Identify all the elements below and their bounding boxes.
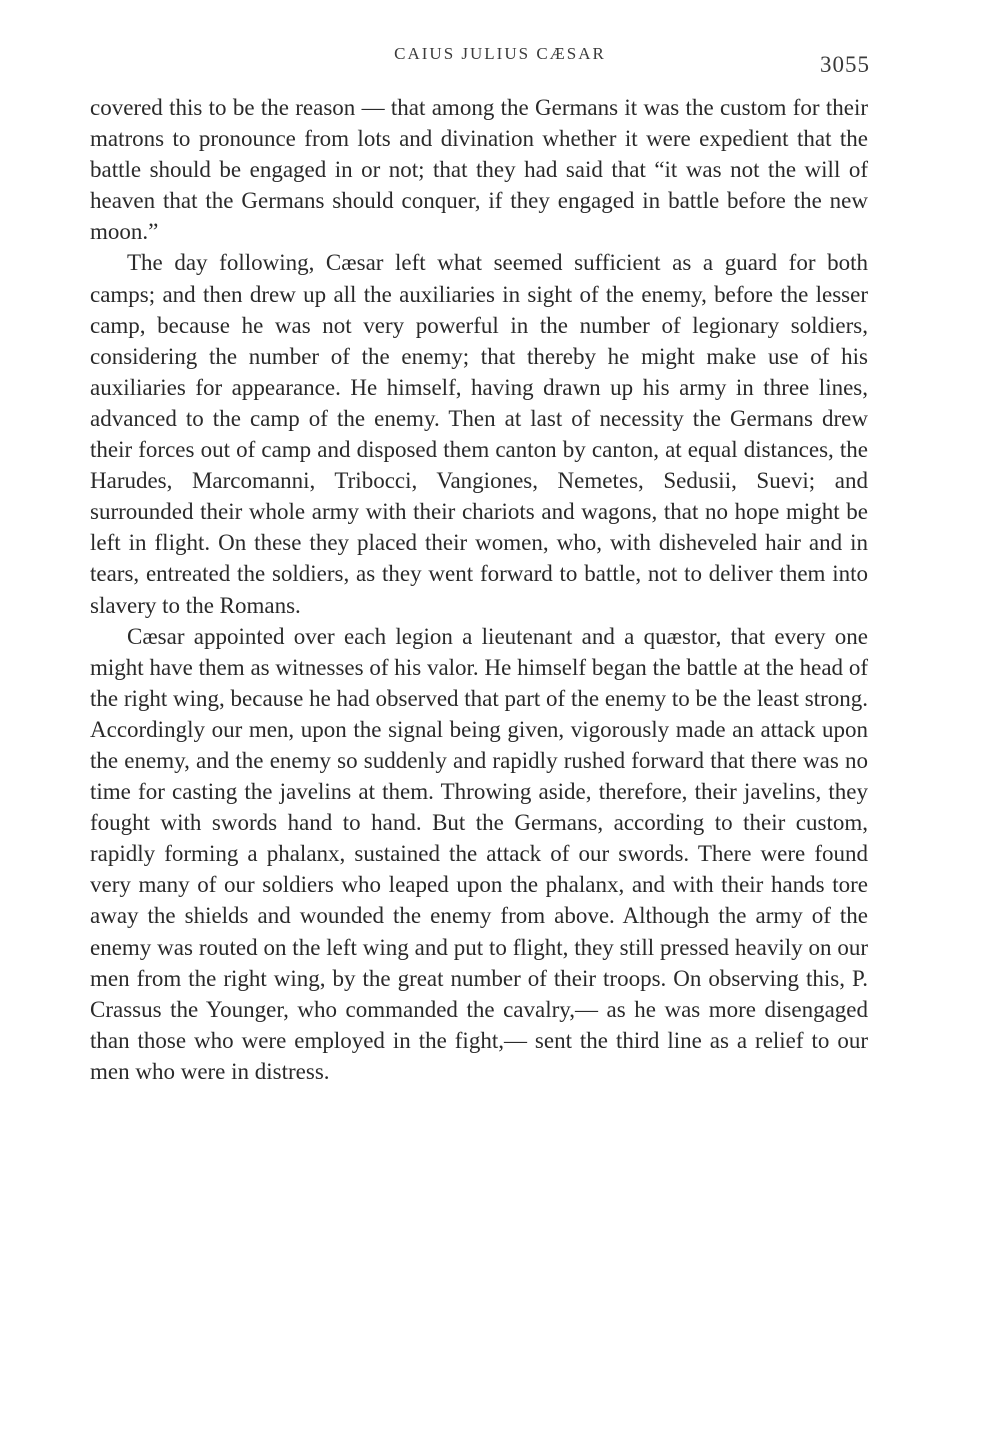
running-head: CAIUS JULIUS CÆSAR xyxy=(394,44,606,63)
paragraph-continued: covered this to be the reason — that among the Germans it was the custom for their matrons to pronounce from lots and divination whether it were expedient that the battle should be engaged in or not; that they had said that “it was not the will of heaven that the Germans should conquer, if they engaged in battle before the new moon.” xyxy=(90,95,868,245)
paragraph: Cæsar appointed over each legion a lieutenant and a quæstor, that every one might have them as witnesses of his valor. He himself began the battle at the head of the right wing, because he had observed that part of the enemy to be the least strong. Accordingly our men, upon the signal being given, vigorously made an attack upon the enemy, and the enemy so suddenly and rapidly rushed forward that there was no time for casting the javelins at them. Throwing aside, therefore, their javelins, they fought with swords hand to hand. But the Germans, according to their custom, rapidly forming a phalanx, sustained the attack of our swords. There were found very many of our soldiers who leaped upon the phalanx, and with their hands tore away the shields and wounded the enemy from above. Although the army of the enemy was routed on the left wing and put to flight, they still pressed heavily on our men from the right wing, by the great number of their troops. On observing this, P. Crassus the Younger, who commanded the cavalry,— as he was more disengaged than those who were employed in the fight,— sent the third line as a relief to our men who were in distress. xyxy=(90,623,868,1084)
body-text xyxy=(90,92,868,1087)
page-number: 3055 xyxy=(820,52,870,77)
paragraph: The day following, Cæsar left what seemed sufficient as a guard for both camps; and then drew up all the auxiliaries in sight of the enemy, before the lesser camp, because he was not very powerful in the number of legionary soldiers, considering the number of the enemy; that thereby he might make use of his auxiliaries for appearance. He himself, having drawn up his army in three lines, advanced to the camp of the enemy. Then at last of necessity the Germans drew their forces out of camp and disposed them canton by canton, at equal distances, the Harudes, Marcomanni, Tribocci, Vangiones, Nemetes, Sedusii, Suevi; and surrounded their whole army with their chariots and wagons, that no hope might be left in flight. On these they placed their women, who, with disheveled hair and in tears, entreated the soldiers, as they went forward to battle, not to deliver them into slavery to the Romans. xyxy=(90,250,868,618)
